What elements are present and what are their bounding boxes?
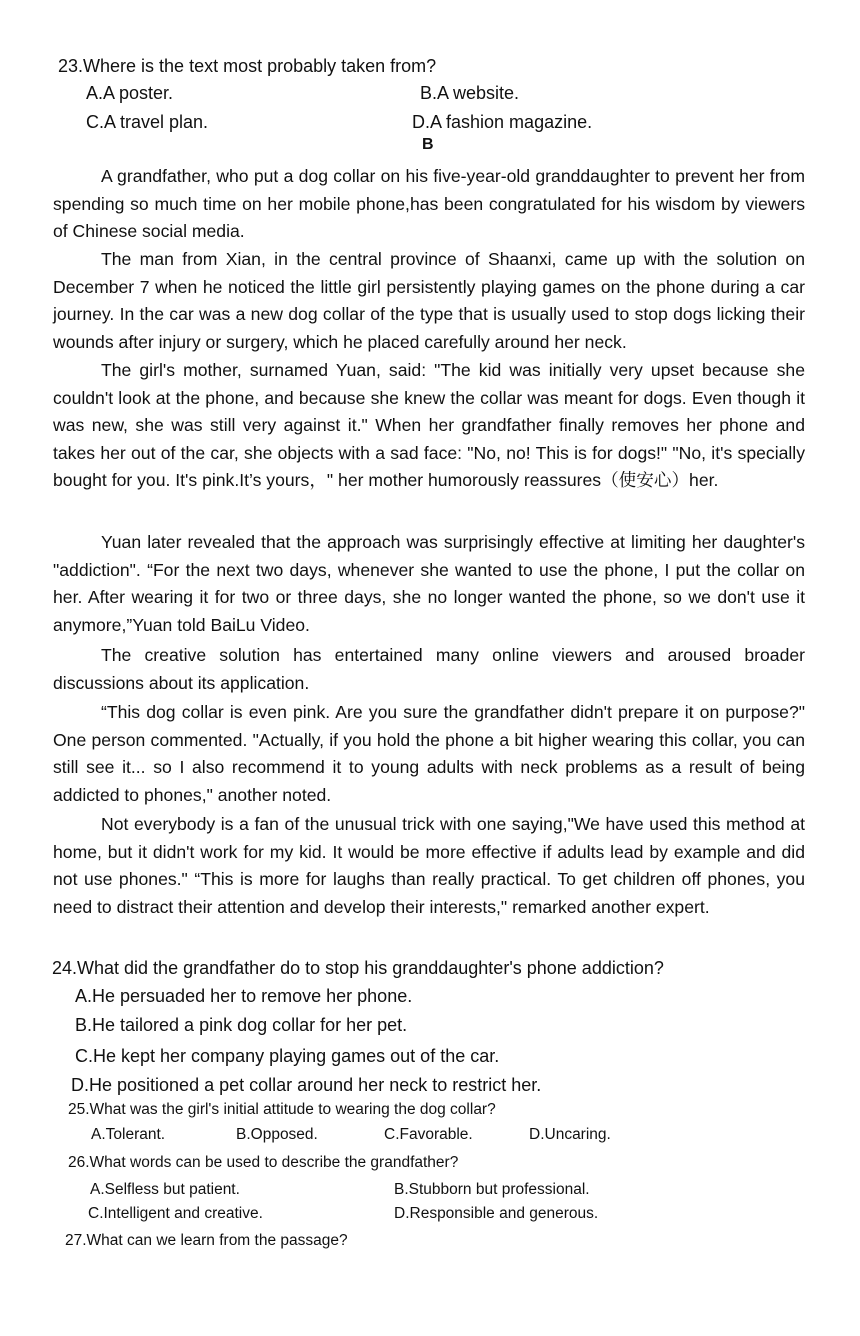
passage-paragraph-6-text: “This dog collar is even pink. Are you sure the grandfather didn't prepare it on purpose?" One person commented. "Actually, if you hold the phone a bit higher wearing this collar, you can still see it... so I also recommend it to young adults with neck problems as a result of being addicted to phones," another noted. bbox=[53, 702, 805, 805]
q23-option-a: A.A poster. bbox=[86, 83, 174, 103]
passage-paragraph-3-text: The girl's mother, surnamed Yuan, said: "The kid was initially very upset because she couldn't look at the phone, and because she knew the collar was meant for dogs. Even though it was new, she was still very against it." When her grandfather finally removes her phone and takes her out of the car, she objects with a sad face: "No, no! This is for dogs!" "No, it's specially bought for you. It's pink.It’s yours，" her mother humorously reassures（使安心）her. bbox=[53, 360, 805, 491]
passage-paragraph-7 bbox=[53, 811, 805, 921]
passage-paragraph-5 bbox=[53, 642, 805, 697]
q24-option-d: D.He positioned a pet collar around her neck to restrict her. bbox=[71, 1075, 542, 1095]
q24-question: 24.What did the grandfather do to stop his granddaughter's phone addiction? bbox=[52, 958, 664, 978]
q26-question: 26.What words can be used to describe the grandfather? bbox=[68, 1154, 459, 1171]
q26-option-b: B.Stubborn but professional. bbox=[394, 1181, 590, 1198]
q25-question: 25.What was the girl's initial attitude to wearing the dog collar? bbox=[68, 1101, 496, 1118]
passage-paragraph-7-text: Not everybody is a fan of the unusual trick with one saying,"We have used this method at home, but it didn't work for my kid. It would be more effective if adults lead by example and did not use phones." “This is more for laughs than really practical. To get children off phones, you need to distract their attention and develop their interests," remarked another expert. bbox=[53, 814, 805, 917]
q27-question: 27.What can we learn from the passage? bbox=[65, 1232, 348, 1249]
q25-option-a: A.Tolerant. bbox=[91, 1126, 166, 1143]
q24-option-a: A.He persuaded her to remove her phone. bbox=[75, 986, 413, 1006]
passage-paragraph-3 bbox=[53, 357, 805, 495]
q26-option-c: C.Intelligent and creative. bbox=[88, 1205, 263, 1222]
passage-paragraph-2 bbox=[53, 246, 805, 356]
passage-paragraph-1 bbox=[53, 163, 805, 246]
q23-question: 23.Where is the text most probably taken from? bbox=[58, 56, 437, 76]
passage-paragraph-2-text: The man from Xian, in the central province of Shaanxi, came up with the solution on December 7 when he noticed the little girl persistently playing games on the phone during a car journey. In the car was a new dog collar of the type that is usually used to stop dogs licking their wounds after injury or surgery, which he placed carefully around her neck. bbox=[53, 249, 805, 352]
q23-option-d: D.A fashion magazine. bbox=[412, 112, 593, 132]
q24-option-c: C.He kept her company playing games out of the car. bbox=[75, 1046, 500, 1066]
q25-option-d: D.Uncaring. bbox=[529, 1126, 611, 1143]
passage-paragraph-1-text: A grandfather, who put a dog collar on his five-year-old granddaughter to prevent her from spending so much time on her mobile phone,has been congratulated for his wisdom by viewers of Chinese social media. bbox=[53, 166, 805, 242]
passage-paragraph-4 bbox=[53, 529, 805, 639]
section-label: B bbox=[422, 136, 434, 153]
q26-option-a: A.Selfless but patient. bbox=[90, 1181, 240, 1198]
passage-paragraph-4-text: Yuan later revealed that the approach was surprisingly effective at limiting her daughter's "addiction". “For the next two days, whenever she wanted to use the phone, I put the collar on her. After wearing it for two or three days, she no longer wanted the phone, so we don't use it anymore,”Yuan told BaiLu Video. bbox=[53, 532, 805, 635]
q26-option-d: D.Responsible and generous. bbox=[394, 1205, 599, 1222]
passage-paragraph-5-text: The creative solution has entertained many online viewers and aroused broader discussions about its application. bbox=[53, 645, 805, 693]
q25-option-b: B.Opposed. bbox=[236, 1126, 318, 1143]
q23-option-c: C.A travel plan. bbox=[86, 112, 209, 132]
q24-option-b: B.He tailored a pink dog collar for her pet. bbox=[75, 1015, 408, 1035]
passage-paragraph-6 bbox=[53, 699, 805, 809]
q23-option-b: B.A website. bbox=[420, 83, 520, 103]
q25-option-c: C.Favorable. bbox=[384, 1126, 473, 1143]
